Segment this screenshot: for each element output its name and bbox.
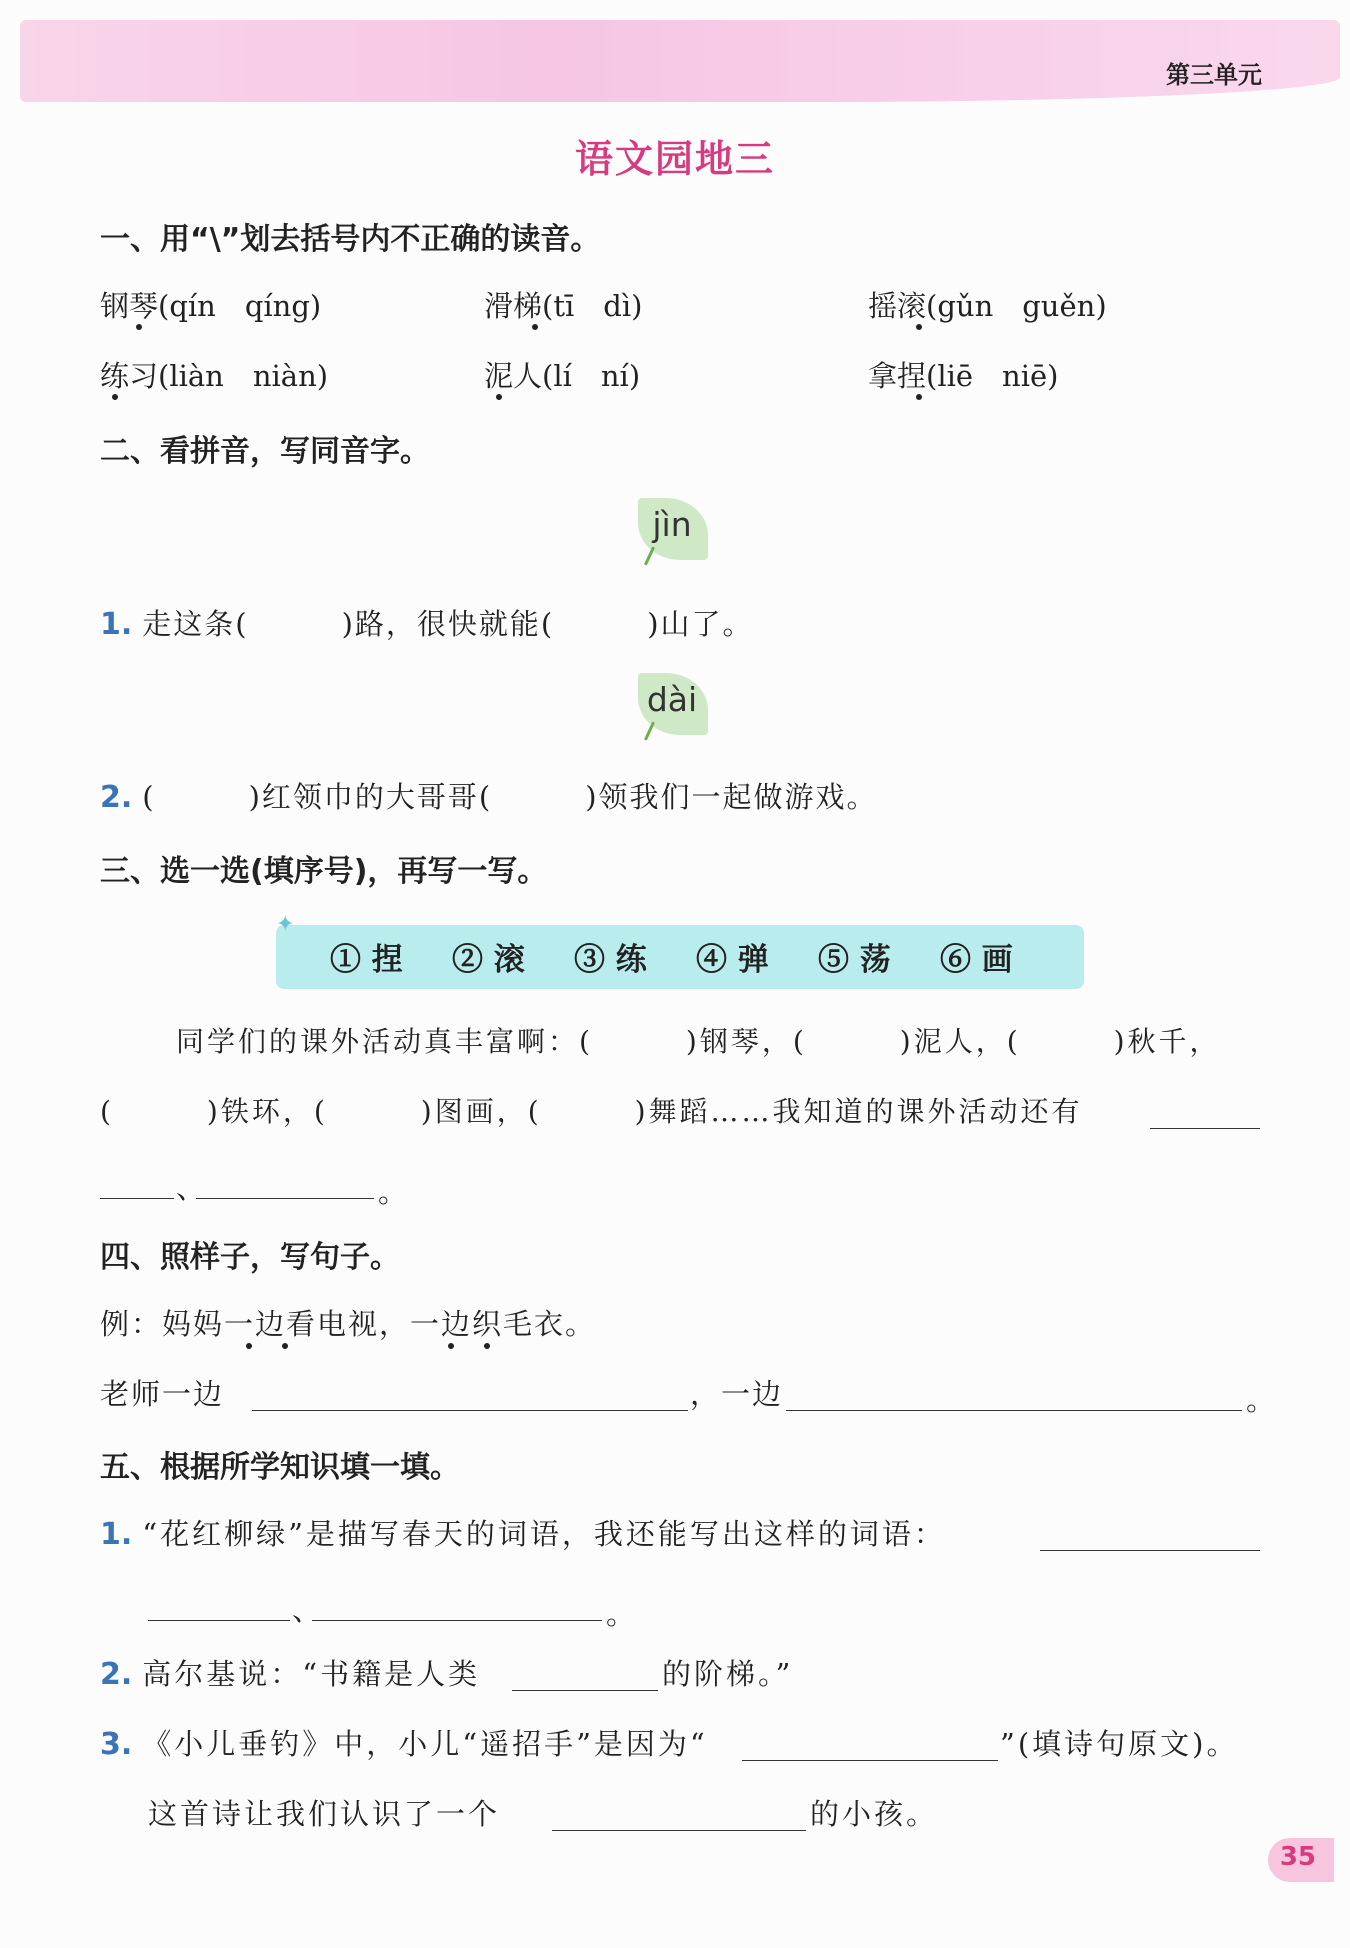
- emphasis-dot: [496, 394, 502, 400]
- period: 。: [606, 1597, 638, 1631]
- word-lianxi: 练习: [100, 354, 158, 395]
- answer-line[interactable]: [252, 1410, 688, 1411]
- section2-heading: 二、看拼音，写同音字。: [100, 434, 430, 469]
- question-number: 1.: [100, 607, 133, 642]
- question-text-end: 的阶梯。”: [662, 1657, 794, 1691]
- choice-5: ⑤ 荡: [818, 942, 891, 978]
- choice-1: ① 捏: [330, 942, 403, 978]
- emphasis-dot: [282, 1343, 288, 1349]
- emphasis-dot: [136, 324, 142, 330]
- section5-question-1: [100, 1512, 946, 1553]
- choice-2: ② 滚: [452, 942, 525, 978]
- question-number: 2.: [100, 1657, 133, 1692]
- separator: 、: [292, 1593, 324, 1627]
- question-text: 《小儿垂钓》中，小儿“遥招手”是因为“: [142, 1727, 708, 1761]
- section1-heading: 一、用“\”划去括号内不正确的读音。: [100, 222, 601, 257]
- section4-example: 例：妈妈一边看电视，一边织毛衣。: [100, 1307, 597, 1341]
- emphasis-dot: [916, 394, 922, 400]
- question-number: 1.: [100, 1517, 133, 1552]
- answer-line[interactable]: [512, 1690, 658, 1691]
- period: 。: [378, 1175, 410, 1209]
- pinyin-jin: jìn: [652, 505, 692, 544]
- header-band: [20, 20, 1340, 102]
- section1-item-4: [100, 354, 328, 395]
- emphasis-dot: [112, 394, 118, 400]
- answer-line[interactable]: [552, 1830, 806, 1831]
- page-number: 35: [1279, 1842, 1316, 1872]
- section1-item-1: [100, 284, 321, 325]
- pinyin-options: (liē niē): [926, 359, 1059, 393]
- answer-line[interactable]: [100, 1198, 174, 1199]
- choice-4: ④ 弹: [696, 942, 769, 978]
- section2-question-2: [100, 775, 878, 816]
- emphasis-dot: [448, 1343, 454, 1349]
- question-text-end: ”(填诗句原文)。: [1000, 1727, 1239, 1761]
- pinyin-options: (lí ní): [542, 359, 641, 393]
- question-text-end: 的小孩。: [810, 1797, 939, 1831]
- separator: 、: [176, 1171, 208, 1205]
- sparkle-icon: ✦: [276, 912, 295, 937]
- answer-line[interactable]: [148, 1620, 290, 1621]
- word-niren: 泥人: [484, 354, 542, 395]
- question-number: 3.: [100, 1727, 133, 1762]
- section1-item-3: [868, 284, 1107, 325]
- emphasis-dot: [484, 1343, 490, 1349]
- choice-3: ③ 练: [574, 942, 647, 978]
- pinyin-options: (qín qíng): [158, 289, 322, 323]
- pinyin-options: (liàn niàn): [158, 359, 329, 393]
- section4-prompt-mid: ，一边: [690, 1377, 784, 1411]
- section5-heading: 五、根据所学知识填一填。: [100, 1450, 460, 1485]
- section2-question-1: [100, 602, 754, 643]
- answer-line[interactable]: [1150, 1128, 1260, 1129]
- section5-question-2: [100, 1652, 480, 1693]
- unit-label: 第三单元: [1166, 61, 1262, 89]
- pinyin-options: (tī dì): [542, 289, 643, 323]
- section3-heading: 三、选一选(填序号)，再写一写。: [100, 854, 548, 889]
- answer-line[interactable]: [786, 1410, 1242, 1411]
- section1-item-6: [868, 354, 1058, 395]
- section3-line-2: ( )铁环，( )图画，( )舞蹈……我知道的课外活动还有: [100, 1095, 1083, 1128]
- word-ganqin: 钢琴: [100, 284, 158, 325]
- answer-line[interactable]: [1040, 1550, 1260, 1551]
- page-title: 语文园地三: [574, 137, 775, 181]
- question-number: 2.: [100, 780, 133, 815]
- section5-question-3: [100, 1722, 708, 1763]
- word-nanie: 拿捏: [868, 354, 926, 395]
- pinyin-dai: dài: [646, 680, 698, 719]
- period: 。: [1246, 1383, 1278, 1417]
- pinyin-options: (gǔn guěn): [926, 289, 1107, 323]
- emphasis-dot: [246, 1343, 252, 1349]
- word-huati: 滑梯: [484, 284, 542, 325]
- section5-question-3-line-2: 这首诗让我们认识了一个: [148, 1797, 501, 1831]
- word-yaogun: 摇滚: [868, 284, 926, 325]
- emphasis-dot: [916, 324, 922, 330]
- question-text: 走这条( )路，很快就能( )山了。: [142, 607, 754, 641]
- emphasis-dot: [532, 324, 538, 330]
- choice-6: ⑥ 画: [940, 942, 1013, 978]
- question-text: ( )红领巾的大哥哥( )领我们一起做游戏。: [142, 780, 878, 814]
- section3-line-1: 同学们的课外活动真丰富啊：( )钢琴，( )泥人，( )秋千，: [176, 1025, 1221, 1058]
- section4-heading: 四、照样子，写句子。: [100, 1240, 400, 1275]
- answer-line[interactable]: [196, 1198, 374, 1199]
- section1-item-5: [484, 354, 640, 395]
- answer-line[interactable]: [312, 1620, 602, 1621]
- question-text: 高尔基说：“书籍是人类: [142, 1657, 481, 1691]
- question-text: “花红柳绿”是描写春天的词语，我还能写出这样的词语：: [142, 1517, 946, 1551]
- section4-prompt-start: 老师一边: [100, 1377, 225, 1411]
- section1-item-2: [484, 284, 642, 325]
- answer-line[interactable]: [742, 1760, 998, 1761]
